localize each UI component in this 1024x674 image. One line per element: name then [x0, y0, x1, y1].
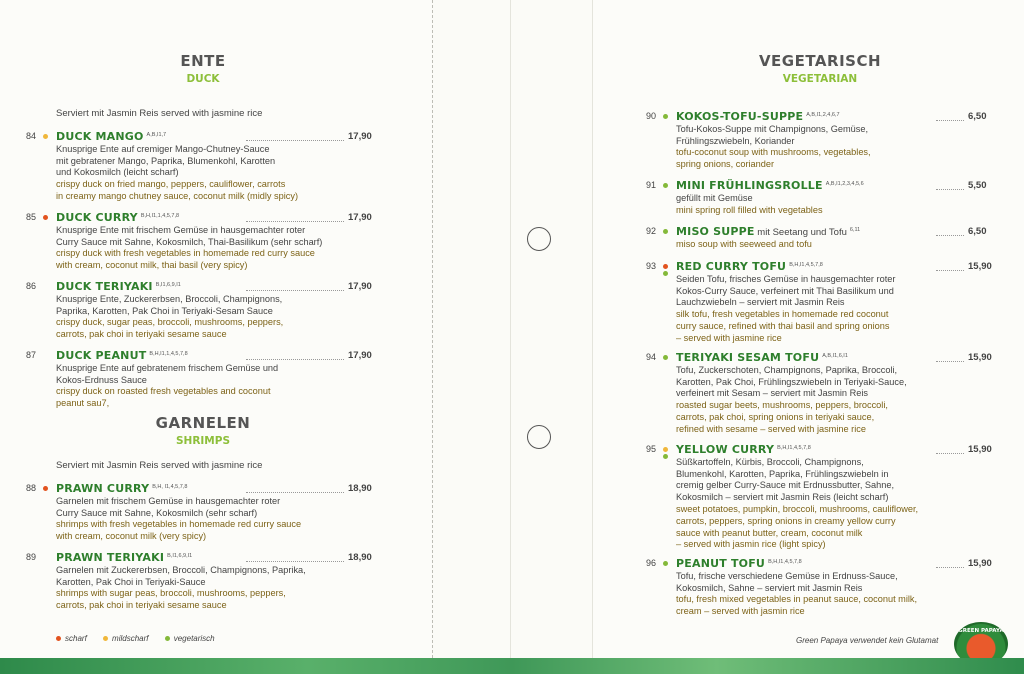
desc-de: Kokosmilch – serviert mit Jasmin Reis (leicht scharf)	[676, 492, 889, 503]
desc-de: Frühlingszwiebeln, Koriander	[676, 135, 795, 146]
desc-en: with cream, coconut milk (very spicy)	[56, 531, 207, 542]
desc-de: Garnelen mit Zuckererbsen, Broccoli, Champignons, Paprika,	[56, 564, 306, 575]
price-leader	[936, 180, 964, 190]
desc-en: – served with jasmin rice (light spicy)	[676, 539, 826, 550]
section-title-ente	[120, 52, 286, 85]
menu-item	[26, 280, 376, 341]
item-name: KOKOS-TOFU-SUPPE	[676, 110, 804, 124]
item-name: DUCK MANGO	[56, 130, 144, 144]
desc-en: crispy duck on roasted fresh vegetables and coconut	[56, 386, 271, 397]
desc-en: crispy duck with fresh vegetables in homemade red curry sauce	[56, 248, 315, 259]
item-name-suffix: mit Seetang und Tofu	[754, 227, 847, 239]
menu-item	[646, 443, 996, 551]
item-number: 95	[646, 444, 657, 454]
allergen-codes: A,B,I1,2,4,6,7	[806, 112, 840, 118]
desc-de: Seiden Tofu, frisches Gemüse in hausgemachter roter	[676, 273, 896, 284]
item-price: 6,50	[968, 226, 987, 237]
desc-en: shrimps with fresh vegetables in homemade red curry sauce	[56, 519, 302, 530]
section-title-de: VEGETARISCH	[758, 52, 882, 70]
item-number: 86	[26, 281, 37, 291]
side-note: Serviert mit Jasmin Reis served with jasmine rice	[56, 108, 263, 119]
desc-de: mit gebratener Mango, Paprika, Blumenkohl, Karotten	[56, 155, 276, 166]
menu-item	[26, 211, 376, 272]
desc-en: peanut sau7,	[56, 398, 110, 409]
price-leader	[936, 444, 964, 454]
desc-de: Karotten, Pak Choi in Teriyaki-Sauce	[56, 576, 206, 587]
desc-de: Curry Sauce mit Sahne, Kokosmilch, Thai-Basilikum (sehr scharf)	[56, 236, 323, 247]
fold-line-3	[592, 0, 593, 658]
section-title-garnelen	[120, 414, 286, 447]
spice-dot-icon	[663, 447, 668, 452]
section-title-de: GARNELEN	[155, 414, 251, 432]
item-number: 85	[26, 212, 37, 222]
price-leader	[936, 558, 964, 568]
menu-item	[646, 225, 996, 251]
item-price: 15,90	[968, 352, 992, 363]
side-note: Serviert mit Jasmin Reis served with jasmine rice	[56, 460, 263, 471]
glutamat-note: Green Papaya verwendet kein Glutamat	[796, 636, 939, 645]
item-price: 15,90	[968, 444, 992, 455]
desc-de: Curry Sauce mit Sahne, Kokosmilch (sehr scharf)	[56, 507, 258, 518]
veg-dot-icon	[663, 271, 668, 276]
item-number: 93	[646, 261, 657, 271]
item-name: TERIYAKI SESAM TOFU	[676, 351, 820, 365]
spice-dot-icon	[43, 486, 48, 491]
menu-spine	[432, 0, 592, 658]
desc-de: und Kokosmilch (leicht scharf)	[56, 167, 179, 178]
desc-en: roasted sugar beets, mushrooms, peppers, broccoli,	[676, 400, 888, 411]
item-price: 18,90	[348, 552, 372, 563]
allergen-codes: B,I1,6,9,I1	[167, 553, 193, 559]
desc-en: in creamy mango chutney sauce, coconut milk (midly spicy)	[56, 191, 299, 202]
desc-de: cremig gelber Curry-Sauce mit Erdnussbutter, Sahne,	[676, 480, 895, 491]
item-number: 89	[26, 552, 37, 562]
menu-item	[26, 130, 376, 203]
allergen-codes: 6,11	[849, 227, 861, 233]
desc-de: gefüllt mit Gemüse	[676, 192, 753, 203]
item-number: 94	[646, 352, 657, 362]
desc-de: Knusprige Ente, Zuckererbsen, Broccoli, Champignons,	[56, 293, 283, 304]
item-price: 17,90	[348, 212, 372, 223]
allergen-codes: A,B,I1,7	[146, 132, 167, 138]
menu-item	[646, 260, 996, 345]
desc-en: crispy duck on fried mango, peppers, cauliflower, carrots	[56, 179, 286, 190]
item-price: 5,50	[968, 180, 987, 191]
desc-en: miso soup with seeweed and tofu	[676, 238, 812, 249]
item-number: 88	[26, 483, 37, 493]
desc-en: tofu, fresh mixed vegetables in peanut sauce, coconut milk,	[676, 594, 918, 605]
spice-dot-icon	[663, 355, 668, 360]
menu-item	[646, 557, 996, 618]
allergen-codes: B,H,I1,1,4,5,7,8	[140, 213, 180, 219]
item-name: RED CURRY TOFU	[676, 260, 787, 274]
desc-en: cream – served with jasmin rice	[676, 606, 805, 617]
legend-mildscharf	[103, 634, 148, 643]
desc-en: curry sauce, refined with thai basil and spring onions	[676, 321, 890, 332]
desc-de: Kokosmilch, Sahne – serviert mit Jasmin Reis	[676, 582, 863, 593]
desc-de: Knusprige Ente auf gebratenem frischem Gemüse und	[56, 362, 279, 373]
item-price: 17,90	[348, 131, 372, 142]
item-price: 17,90	[348, 350, 372, 361]
desc-de: Karotten, Pak Choi, Frühlingszwiebeln in Teriyaki-Sauce,	[676, 376, 907, 387]
allergen-codes: B,I1,6,9,I1	[155, 282, 181, 288]
item-number: 84	[26, 131, 37, 141]
dot-icon	[165, 636, 170, 641]
item-number: 91	[646, 180, 657, 190]
item-name: DUCK PEANUT	[56, 349, 147, 363]
item-name: DUCK TERIYAKI	[56, 280, 153, 294]
section-title-en: VEGETARIAN	[782, 73, 858, 85]
spice-dot-icon	[663, 264, 668, 269]
desc-de: Tofu, Zuckerschoten, Champignons, Paprika, Broccoli,	[676, 364, 898, 375]
legend-label: scharf	[65, 634, 87, 643]
allergen-codes: B,H,I1,1,4,5,7,8	[149, 351, 188, 357]
dot-icon	[103, 636, 108, 641]
price-leader	[936, 352, 964, 362]
price-leader	[936, 111, 964, 121]
allergen-codes: B,H,I1,4,5,7,8	[777, 445, 811, 451]
desc-de: verfeinert mit Sesam – serviert mit Jasmin Reis	[676, 388, 868, 399]
item-price: 15,90	[968, 261, 992, 272]
price-leader	[936, 226, 964, 236]
allergen-codes: A,B,I1,6,I1	[822, 353, 848, 359]
item-price: 6,50	[968, 111, 987, 122]
spice-dot-icon	[663, 114, 668, 119]
price-leader	[246, 350, 344, 360]
desc-en: mini spring roll filled with vegetables	[676, 204, 823, 215]
fold-line	[432, 0, 433, 658]
spice-legend	[56, 634, 229, 643]
desc-en: with cream, coconut milk, thai basil (very spicy)	[56, 260, 248, 271]
price-leader	[246, 212, 344, 222]
item-name: MISO SUPPE	[676, 225, 755, 239]
menu-item	[26, 551, 376, 612]
price-leader	[246, 281, 344, 291]
item-number: 92	[646, 226, 657, 236]
menu-item	[646, 351, 996, 436]
spice-dot-icon	[663, 561, 668, 566]
dot-icon	[56, 636, 61, 641]
desc-en: refined with sesame – served with jasmine rice	[676, 423, 866, 434]
item-price: 15,90	[968, 558, 992, 569]
legend-label: mildscharf	[112, 634, 149, 643]
menu-item	[26, 482, 376, 543]
item-number: 90	[646, 111, 657, 121]
item-name: PRAWN CURRY	[56, 482, 150, 496]
footer-band	[0, 658, 1024, 674]
item-name: YELLOW CURRY	[676, 443, 775, 457]
binding-hole-bottom	[527, 425, 551, 449]
menu-item	[26, 349, 376, 410]
item-number: 96	[646, 558, 657, 568]
desc-de: Blumenkohl, Karotten, Paprika, Frühlingszwiebeln in	[676, 468, 889, 479]
allergen-codes: B,H,I1,4,5,7,8	[789, 262, 823, 268]
spice-dot-icon	[663, 229, 668, 234]
spice-dot-icon	[663, 183, 668, 188]
allergen-codes: A,B,I1,2,3,4,5,6	[825, 181, 864, 187]
item-name: MINI FRÜHLINGSROLLE	[676, 179, 823, 193]
price-leader	[246, 131, 344, 141]
desc-de: Knusprige Ente mit frischem Gemüse in hausgemachter roter	[56, 224, 306, 235]
legend-vegetarisch	[165, 634, 215, 643]
desc-en: shrimps with sugar peas, broccoli, mushrooms, peppers,	[56, 588, 286, 599]
desc-en: tofu-coconut soup with mushrooms, vegetables,	[676, 147, 871, 158]
menu-item	[646, 179, 996, 216]
desc-en: crispy duck, sugar peas, broccoli, mushrooms, peppers,	[56, 317, 284, 328]
fold-line-2	[510, 0, 511, 658]
desc-de: Tofu-Kokos-Suppe mit Champignons, Gemüse,	[676, 123, 869, 134]
price-leader	[936, 261, 964, 271]
price-leader	[246, 483, 344, 493]
item-number: 87	[26, 350, 37, 360]
spice-dot-icon	[43, 215, 48, 220]
item-price: 17,90	[348, 281, 372, 292]
section-title-en: SHRIMPS	[175, 435, 231, 447]
desc-de: Süßkartoffeln, Kürbis, Broccoli, Champignons,	[676, 456, 864, 467]
section-title-vegetarisch	[720, 52, 920, 85]
desc-de: Kokos-Erdnuss Sauce	[56, 374, 147, 385]
allergen-codes: B,H, I1,4,5,7,8	[152, 484, 188, 490]
section-title-de: ENTE	[180, 52, 226, 70]
spice-dot-icon	[43, 134, 48, 139]
binding-hole-top	[527, 227, 551, 251]
item-price: 18,90	[348, 483, 372, 494]
section-title-en: DUCK	[186, 73, 220, 85]
menu-item	[646, 110, 996, 171]
veg-dot-icon	[663, 454, 668, 459]
legend-scharf	[56, 634, 87, 643]
desc-de: Knusprige Ente auf cremiger Mango-Chutney-Sauce	[56, 143, 270, 154]
desc-de: Paprika, Karotten, Pak Choi in Teriyaki-Sesam Sauce	[56, 305, 273, 316]
item-name: PRAWN TERIYAKI	[56, 551, 165, 565]
logo-text: GREEN PAPAYA	[958, 628, 1004, 634]
desc-en: sweet potatoes, pumpkin, broccoli, mushrooms, cauliflower,	[676, 504, 919, 515]
desc-de: Tofu, frische verschiedene Gemüse in Erdnuss-Sauce,	[676, 570, 898, 581]
desc-en: spring onions, coriander	[676, 159, 775, 170]
desc-en: – served with jasmine rice	[676, 332, 782, 343]
desc-de: Lauchzwiebeln – serviert mit Jasmin Reis	[676, 297, 845, 308]
desc-en: carrots, peppers, spring onions in creamy yellow curry	[676, 515, 896, 526]
desc-en: carrots, pak choi in teriyaki sesame sauce	[56, 600, 227, 611]
desc-en: sauce with peanut butter, cream, coconut milk	[676, 527, 863, 538]
price-leader	[246, 552, 344, 562]
desc-en: silk tofu, fresh vegetables in homemade red coconut	[676, 309, 889, 320]
desc-de: Kokos-Curry Sauce, verfeinert mit Thai Basilikum und	[676, 285, 894, 296]
legend-label: vegetarisch	[173, 634, 215, 643]
desc-en: carrots, pak choi in teriyaki sesame sauce	[56, 329, 227, 340]
desc-en: carrots, pak choi, spring onions in teriyaki sauce,	[676, 412, 875, 423]
item-name: DUCK CURRY	[56, 211, 138, 225]
allergen-codes: B,H,I1,4,5,7,8	[768, 559, 802, 565]
desc-de: Garnelen mit frischem Gemüse in hausgemachter roter	[56, 495, 281, 506]
item-name: PEANUT TOFU	[676, 557, 766, 571]
